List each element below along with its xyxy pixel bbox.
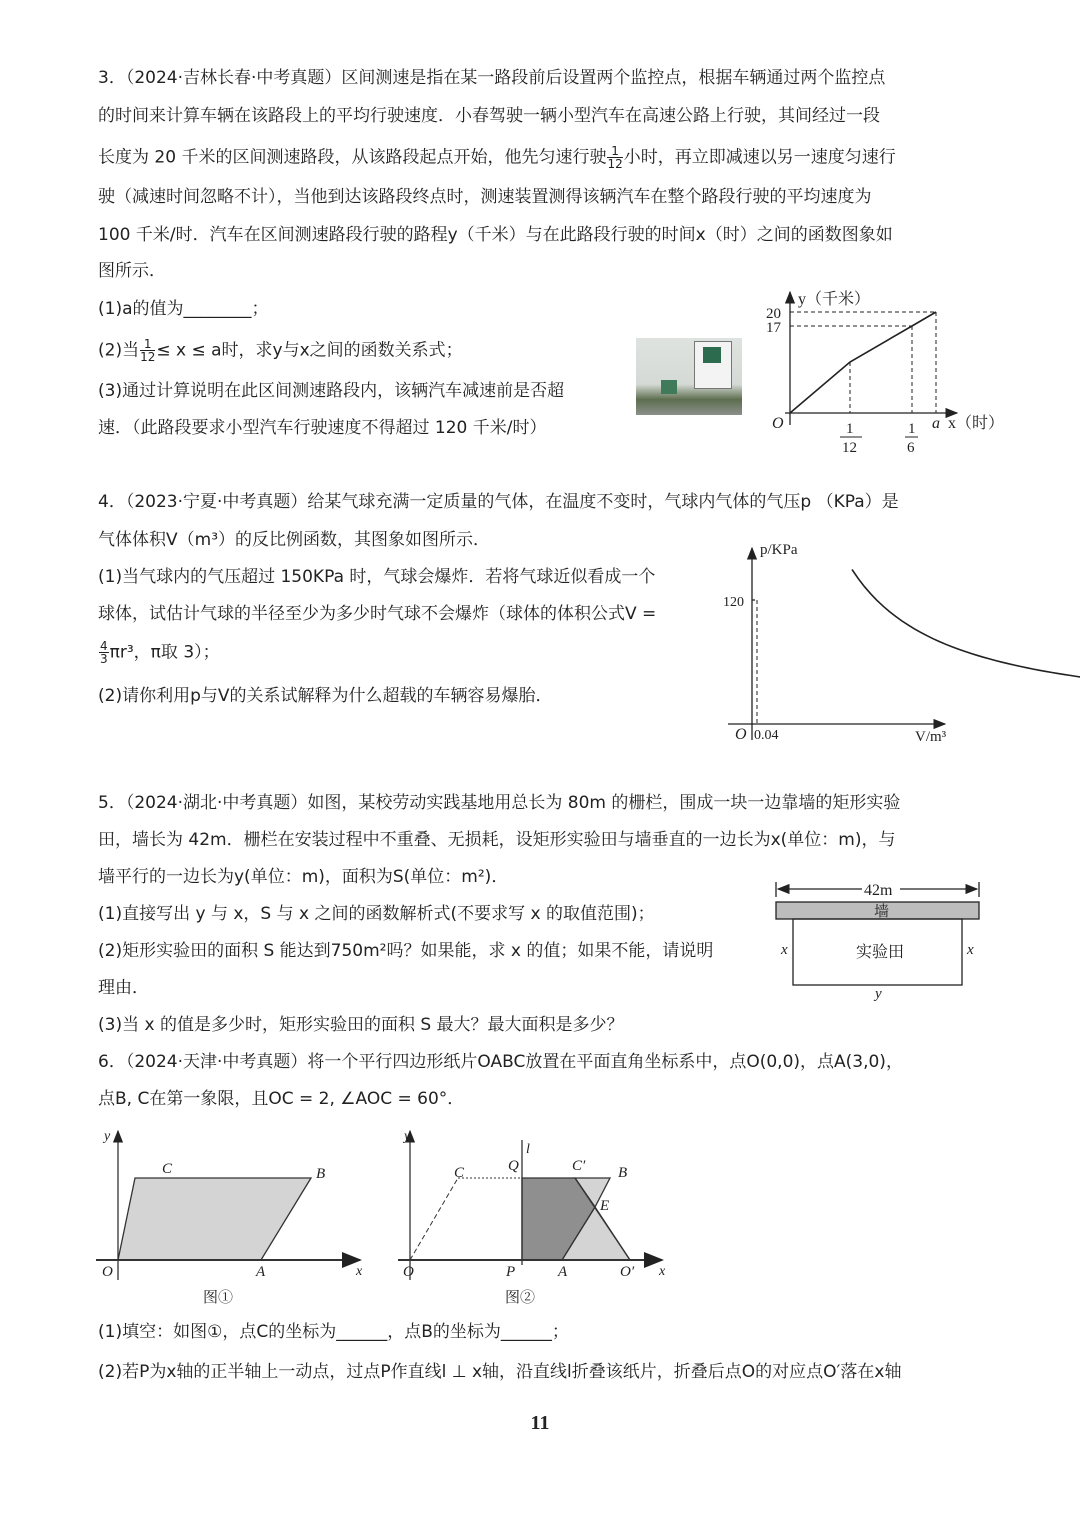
q3-line-1: 3．（2024·吉林长春·中考真题）区间测速是指在某一路段前后设置两个监控点，根据车辆通过两个监控点 — [98, 68, 886, 88]
q4-sub-1b: 球体，试估计气球的半径至少为多少时气球不会爆炸（球体的体积公式V = — [98, 604, 657, 624]
q5-sub-3: (3)当 x 的值是多少时，矩形实验田的面积 S 最大？最大面积是多少？ — [98, 1015, 624, 1035]
point-o: O — [403, 1264, 414, 1280]
q5-sub-2a: (2)矩形实验田的面积 S 能达到750m²吗？如果能，求 x 的值；如果不能，请说明 — [98, 941, 714, 961]
q6-figure-2 — [398, 1131, 662, 1280]
numerator: 4 — [100, 639, 108, 653]
tick-1-6-num: 1 — [908, 421, 916, 437]
tick-20: 20 — [766, 306, 781, 322]
tick-0.04: 0.04 — [754, 728, 779, 743]
y-label: y — [875, 986, 882, 1002]
y-label: y — [104, 1129, 111, 1144]
q4-line-1: 4．（2023·宁夏·中考真题）给某气球充满一定质量的气体，在温度不变时，气球内气体的气压p （KPa）是 — [98, 492, 899, 512]
q3-line-2: 的时间来计算车辆在该路段上的平均行驶速度．小春驾驶一辆小型汽车在高速公路上行驶，其间经过一段 — [98, 106, 880, 126]
q4-pressure-volume-graph — [728, 548, 1080, 740]
x-label: x — [659, 1264, 666, 1279]
denominator: 12 — [607, 157, 623, 171]
q5-sub-1: (1)直接写出 y 与 x，S 与 x 之间的函数解析式(不要求写 x 的取值范围)； — [98, 904, 655, 924]
point-o: O — [102, 1264, 113, 1280]
point-a: A — [256, 1264, 266, 1280]
q5-line-3: 墙平行的一边长为y(单位：m)，面积为S(单位：m²)． — [98, 867, 509, 887]
x-axis-label: V/m³ — [915, 729, 947, 745]
q6-figure-1 — [96, 1131, 360, 1280]
tick-1-12-num: 1 — [846, 421, 854, 437]
tick-1-12-den: 12 — [842, 440, 857, 456]
x-label-right: x — [967, 942, 974, 958]
q3-sub-3b: 速．（此路段要求小型汽车行驶速度不得超过 120 千米/时） — [98, 418, 547, 438]
point-c: C — [162, 1161, 173, 1177]
q3-sub-3a: (3)通过计算说明在此区间测速路段内，该辆汽车减速前是否超 — [98, 381, 565, 401]
q4-sub-2: (2)请你利用p与V的关系试解释为什么超载的车辆容易爆胎． — [98, 686, 553, 706]
q3-line-4: 驶（减速时间忽略不计），当他到达该路段终点时，测速装置测得该辆汽车在整个路段行驶的平均速度为 — [98, 187, 872, 207]
q3-distance-time-graph — [785, 292, 957, 425]
q6-sub-1: (1)填空：如图①，点C的坐标为______，点B的坐标为______； — [98, 1322, 569, 1342]
q5-line-1: 5．（2024·湖北·中考真题）如图，某校劳动实践基地用总长为 80m 的栅栏，围成一块一边靠墙的矩形实验 — [98, 793, 901, 813]
q6-line-2: 点B, C在第一象限，且OC = 2, ∠AOC = 60°． — [98, 1089, 465, 1109]
y-axis-label: p/KPa — [760, 542, 798, 558]
origin-label: O — [772, 415, 784, 432]
wall-label: 墙 — [874, 904, 890, 920]
tick-17: 17 — [766, 320, 781, 336]
point-b: B — [316, 1166, 326, 1182]
dashed-oc — [410, 1178, 458, 1260]
figure-1-caption: 图① — [203, 1290, 234, 1306]
q6-line-1: 6．（2024·天津·中考真题）将一个平行四边形纸片OABC放置在平面直角坐标系中，点O(0,0)，点A(3,0)， — [98, 1052, 903, 1072]
line-l-label: l — [526, 1142, 530, 1157]
distance-line — [790, 312, 936, 413]
inverse-curve — [852, 570, 1080, 705]
text: πr³，π取 3）； — [109, 642, 220, 663]
q3-line-6: 图所示． — [98, 261, 166, 281]
page-number: 11 — [530, 1412, 550, 1434]
x-label: x — [356, 1264, 363, 1279]
text: 长度为 20 千米的区间测速路段，从该路段起点开始，他先匀速行驶 — [98, 147, 607, 168]
numerator: 1 — [140, 338, 155, 351]
point-c-prime: C′ — [572, 1158, 586, 1174]
figure-2-caption: 图② — [505, 1290, 536, 1306]
q5-sub-2b: 理由． — [98, 978, 149, 998]
text: ≤ x ≤ a时，求y与x之间的函数关系式； — [156, 340, 463, 361]
point-p: P — [506, 1264, 516, 1280]
tick-a: a — [932, 415, 940, 432]
origin-label: O — [735, 726, 747, 743]
y-label: y — [404, 1129, 411, 1144]
point-b: B — [618, 1165, 628, 1181]
q4-sub-1a: (1)当气球内的气压超过 150KPa 时，气球会爆炸．若将气球近似看成一个 — [98, 567, 656, 587]
numerator: 1 — [607, 145, 622, 158]
q3-line-5: 100 千米/时．汽车在区间测速路段行驶的路程y（千米）与在此路段行驶的时间x（时）之间的函数图象如 — [98, 225, 893, 245]
point-a: A — [558, 1264, 568, 1280]
q5-line-2: 田，墙长为 42m．栅栏在安装过程中不重叠、无损耗，设矩形实验田与墙垂直的一边长为x(单位：m)，与 — [98, 830, 896, 850]
wall-length-label: 42m — [864, 882, 893, 899]
denominator: 3 — [100, 652, 108, 666]
parallelogram-oabc — [118, 1178, 311, 1260]
field-label: 实验田 — [856, 944, 905, 961]
point-c: C — [454, 1165, 465, 1181]
point-o-prime: O′ — [620, 1264, 635, 1280]
text: 小时，再立即减速以另一速度匀速行 — [623, 147, 896, 168]
q3-sub-1: (1)a的值为________； — [98, 299, 269, 319]
x-label-left: x — [781, 942, 788, 958]
x-axis-label: x（时） — [948, 415, 1005, 432]
q4-line-2: 气体体积V（m³）的反比例函数，其图象如图所示． — [98, 530, 491, 550]
q6-sub-2: (2)若P为x轴的正半轴上一动点，过点P作直线l ⊥ x轴，沿直线l折叠该纸片，折叠后点O的对应点O′落在x轴 — [98, 1362, 902, 1382]
y-axis-label: y（千米） — [798, 291, 871, 308]
guide-lines — [790, 312, 936, 413]
tick-1-6-den: 6 — [907, 440, 915, 456]
tick-120: 120 — [723, 595, 744, 610]
denominator: 12 — [140, 350, 156, 364]
point-e: E — [600, 1198, 610, 1214]
point-q: Q — [508, 1158, 519, 1174]
text: (2)当 — [98, 340, 140, 361]
